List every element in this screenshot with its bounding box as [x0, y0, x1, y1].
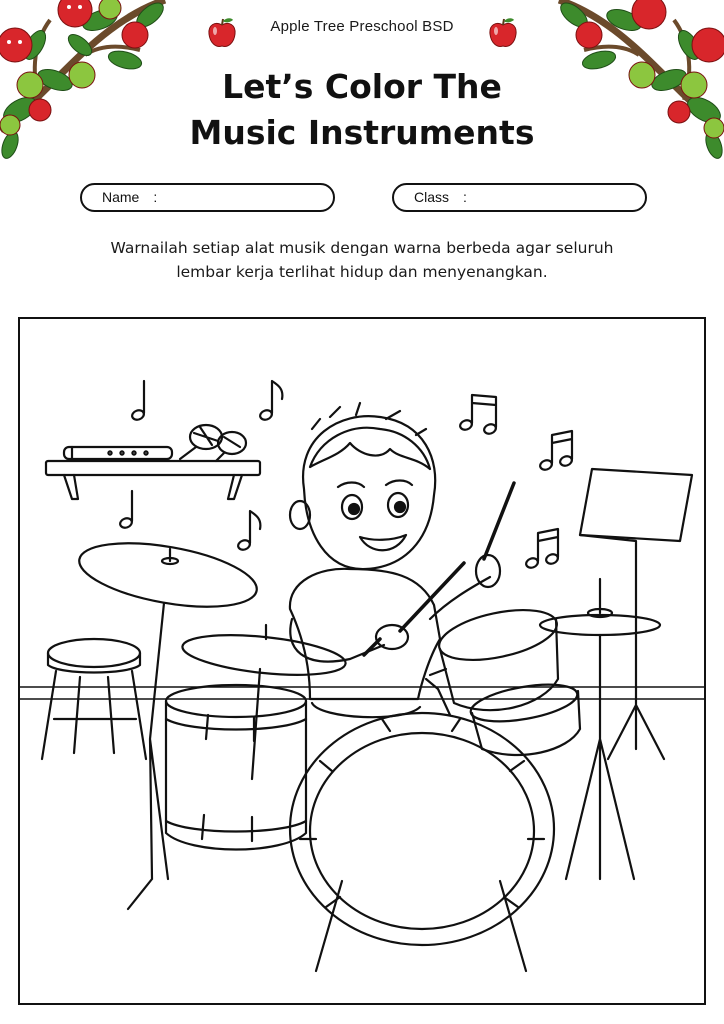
instructions-line-2: lembar kerja terlihat hidup dan menyenangkan.: [176, 263, 548, 281]
tom-drum: [435, 601, 580, 755]
bass-drum: [290, 669, 554, 971]
drum-kit-illustration: [20, 319, 704, 1003]
floor-tom: [166, 685, 306, 850]
music-note-icon: [459, 395, 497, 435]
music-note-icon: [119, 491, 133, 529]
class-field[interactable]: [392, 183, 647, 212]
shelf: [46, 425, 260, 499]
music-note-icon: [525, 529, 559, 569]
hi-hat: [540, 579, 660, 879]
music-note-icon: [259, 381, 283, 421]
boy-drummer: [290, 403, 514, 717]
cymbal: [181, 625, 348, 779]
music-note-icon: [237, 511, 261, 551]
page-title: [0, 64, 724, 156]
school-name: Apple Tree Preschool BSD: [270, 18, 454, 35]
class-label: Class: [414, 189, 450, 205]
name-label: Name: [102, 189, 140, 205]
instructions-line-1: Warnailah setiap alat musik dengan warna berbeda agar seluruh: [110, 239, 614, 257]
music-note-icon: [539, 431, 573, 471]
name-field[interactable]: [80, 183, 335, 212]
name-colon: :: [153, 189, 158, 205]
instructions: [60, 236, 664, 284]
class-colon: :: [463, 189, 467, 205]
title-line-2: Music Instruments: [189, 113, 535, 152]
apple-icon: [486, 16, 520, 50]
music-note-icon: [131, 381, 145, 421]
coloring-illustration-frame: [18, 317, 706, 1005]
title-line-1: Let’s Color The: [222, 67, 502, 106]
